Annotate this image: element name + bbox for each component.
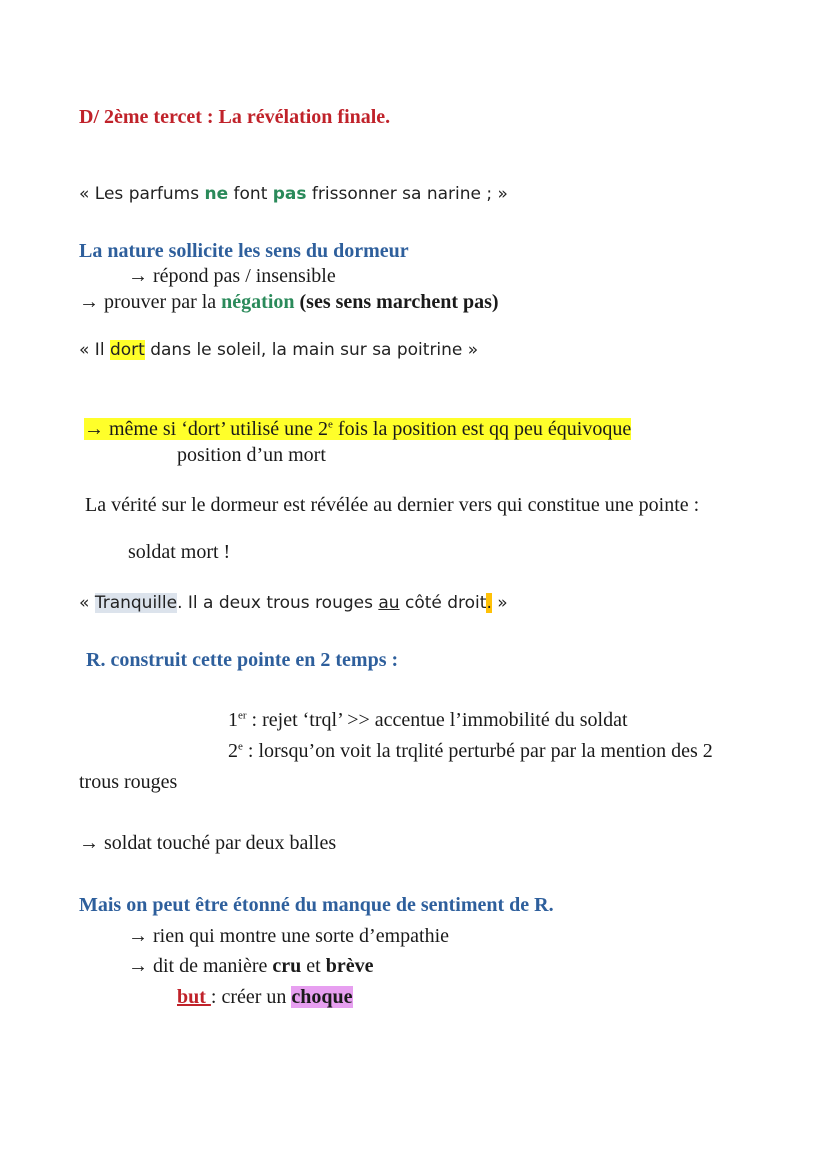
dit-breve: brève xyxy=(325,955,374,977)
temps-1 xyxy=(228,709,628,732)
nature-title: La nature sollicite les sens du dormeur xyxy=(79,240,409,262)
quote-text: côté droit xyxy=(399,593,487,613)
dit-cru: cru xyxy=(272,955,302,977)
temps-2-text: : lorsqu’on voit la trqlité perturbé par par la mention des 2 xyxy=(242,740,713,762)
quote-dort xyxy=(79,340,478,360)
quote-word-dort: dort xyxy=(109,340,145,360)
quote-word-ne: ne xyxy=(204,184,229,204)
but-choque: choque xyxy=(291,986,353,1008)
temps-1-num: 1 xyxy=(228,709,238,731)
quote-text: « xyxy=(79,593,95,613)
construit-title: R. construit cette pointe en 2 temps : xyxy=(86,649,399,671)
temps-2-sup: e xyxy=(238,740,243,753)
meme-line xyxy=(84,418,631,441)
quote-text: » xyxy=(491,593,508,613)
meme-text-end: fois la position est qq peu équivoque xyxy=(332,418,632,440)
quote-text: font xyxy=(228,184,273,204)
temps-1-text: : rejet ‘trql’ >> accentue l’immobilité du soldat xyxy=(246,709,628,731)
verite-line: La vérité sur le dormeur est révélée au dernier vers qui constitue une pointe : xyxy=(85,494,700,516)
dit-text: → dit de manière xyxy=(128,955,273,977)
touche-line: → soldat touché par deux balles xyxy=(79,832,337,854)
quote-text: « Les parfums xyxy=(79,184,205,204)
quote-word-au: au xyxy=(378,593,400,613)
negation-word: négation xyxy=(221,291,295,313)
position-line: position d’un mort xyxy=(177,444,326,466)
quote-text: « Il xyxy=(79,340,110,360)
prouver-line xyxy=(79,291,499,314)
quote-dot: . xyxy=(486,593,492,613)
mais-title: Mais on peut être étonné du manque de sentiment de R. xyxy=(79,894,554,916)
quote-word-pas: pas xyxy=(272,184,307,204)
meme-text: → même si ‘dort’ utilisé une 2 xyxy=(84,418,329,440)
trous-rouges: trous rouges xyxy=(79,771,178,793)
prouver-bold: (ses sens marchent pas) xyxy=(299,291,499,313)
but-line xyxy=(177,986,353,1009)
quote-parfums xyxy=(79,184,508,204)
quote-text: frissonner sa narine ; » xyxy=(306,184,508,204)
meme-sup: e xyxy=(328,418,333,431)
meme-highlight xyxy=(84,418,631,440)
quote-text: . Il a deux trous rouges xyxy=(177,593,379,613)
temps-2-num: 2 xyxy=(228,740,238,762)
temps-2 xyxy=(228,740,713,763)
prouver-text: → prouver par la xyxy=(79,291,222,313)
dit-line xyxy=(128,955,374,978)
soldat-mort: soldat mort ! xyxy=(128,541,231,563)
temps-1-sup: er xyxy=(238,709,247,722)
nature-sub: → répond pas / insensible xyxy=(128,265,336,287)
quote-text: dans le soleil, la main sur sa poitrine » xyxy=(144,340,479,360)
quote-word-tranquille: Tranquille xyxy=(94,593,178,613)
but-label: but xyxy=(177,986,211,1008)
but-text: : créer un xyxy=(210,986,292,1008)
section-heading: D/ 2ème tercet : La révélation finale. xyxy=(79,106,391,128)
dit-et: et xyxy=(301,955,326,977)
quote-tranquille xyxy=(79,593,508,613)
rien-line: → rien qui montre une sorte d’empathie xyxy=(128,925,450,947)
